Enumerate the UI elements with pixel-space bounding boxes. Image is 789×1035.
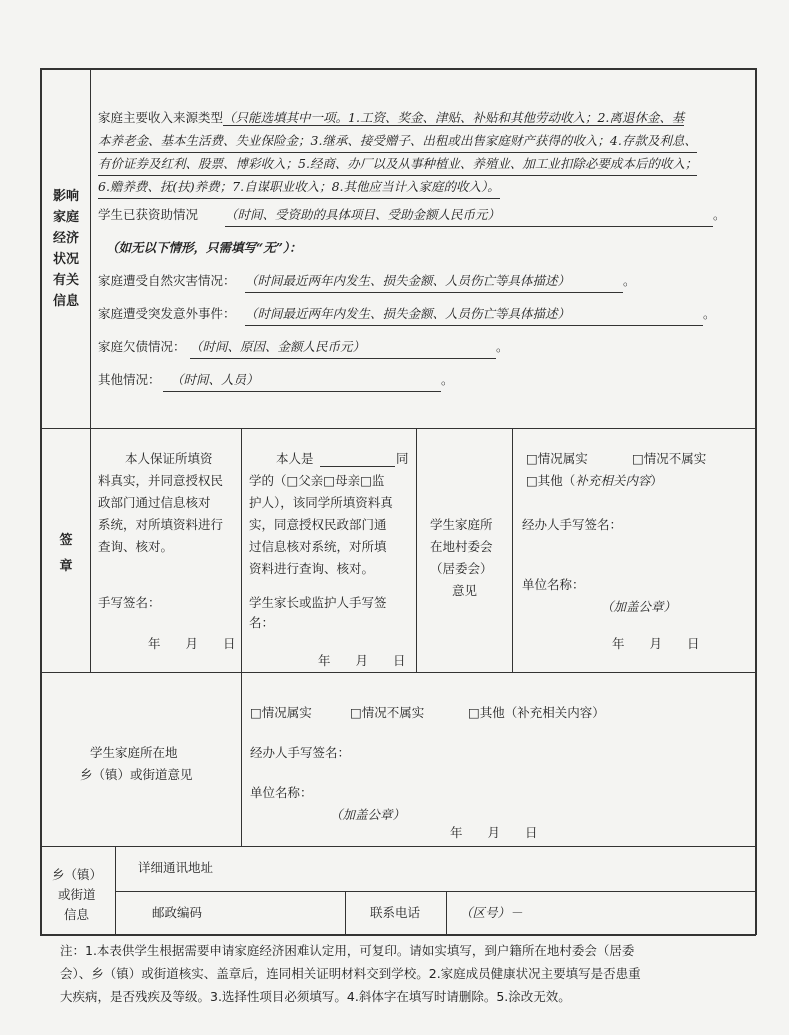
village-committee-label: 学生家庭所 [430,517,493,532]
section2-side-label: 签 章 [59,533,73,574]
guardian-pledge-line: 资料进行查询、核对。 [249,561,375,576]
debt-period: 。 [496,339,509,354]
other-input[interactable]: （时间、人员） [163,369,441,392]
village-committee-label: 意见 [452,583,478,598]
village-opt-false-checkbox[interactable]: □情况不属实 [632,451,707,466]
guardian-pledge-line: 实，同意授权民政部门通 [249,517,387,532]
guardian-relation-checkboxes[interactable]: 学的（□父亲□母亲□监 [249,473,385,488]
aid-input[interactable]: （时间、受资助的具体项目、受助金额人民币元） [225,204,713,227]
township-officer-signature-field[interactable]: 经办人手写签名： [250,745,351,760]
village-committee-label: （居委会） [430,561,493,576]
footnote-line: 会）、乡（镇）或街道核实、盖章后，连同相关证明材料交到学校。2.家庭成员健康状况主要填写是否患重 [60,966,641,981]
accident-label: 家庭遭受突发意外事件： [98,306,236,321]
guardian-sign-date[interactable]: 年 月 日 [318,653,406,668]
section1-side-label: 影响 家庭 经济 状况 有关 信息 [52,189,79,309]
none-note: （如无以下情形，只需填写“无”）： [106,240,302,255]
township-seal-hint: （加盖公章） [330,807,406,822]
student-pledge-line: 本人保证所填资 [125,451,213,466]
income-line-4: 6.赡养费、抚(扶)养费；7.自谋职业收入；8.其他应当计入家庭的收入）。 [98,176,500,199]
postcode-input[interactable] [246,895,341,931]
township-label: 乡（镇）或街道意见 [80,767,193,782]
township-opt-false-checkbox[interactable]: □情况不属实 [350,705,425,720]
other-label: 其他情况： [98,372,161,387]
debt-input[interactable]: （时间、原因、金额人民币元） [190,336,496,359]
income-line-2: 本养老金、基本生活费、失业保险金；3.继承、接受赠子、出租或出售家庭财产获得的收入；4.存款及利息、 [98,130,697,153]
income-line-1: 家庭主要收入来源类型（只能选填其中一项。1.工资、奖金、津贴、补贴和其他劳动收入；2.离退休金、基 [98,110,685,125]
student-pledge-line: 政部门通过信息核对 [98,495,211,510]
village-opt-other-checkbox[interactable]: □其他（补充相关内容） [526,473,663,488]
guardian-signature-field-cont: 名： [249,615,275,630]
township-label: 学生家庭所在地 [90,745,178,760]
other-period: 。 [441,372,454,387]
township-info-label: 或街道 [58,887,96,902]
village-opt-true-checkbox[interactable]: □情况属实 [526,451,588,466]
disaster-input[interactable]: （时间最近两年内发生、损失金额、人员伤亡等具体描述） [245,270,623,293]
aid-row: 学生已获资助情况 [98,207,199,222]
debt-label: 家庭欠债情况： [98,339,186,354]
aid-period: 。 [713,207,726,222]
accident-input[interactable]: （时间最近两年内发生、损失金额、人员伤亡等具体描述） [245,303,703,326]
disaster-period: 。 [623,273,636,288]
student-pledge-line: 料真实，并同意授权民 [98,473,224,488]
village-committee-label: 在地村委会 [430,539,493,554]
footnote-line: 大疾病，是否残疾及等级。3.选择性项目必须填写。4.斜体字在填写时请删除。5.涂改无效。 [60,989,571,1004]
student-pledge-line: 查询、核对。 [98,539,174,554]
guardian-pledge-line: 过信息核对系统，对所填 [249,539,387,554]
township-opt-true-checkbox[interactable]: □情况属实 [250,705,312,720]
township-unit-name-field[interactable]: 单位名称： [250,785,313,800]
postcode-label: 邮政编码 [152,905,203,920]
guardian-pledge-line: 本人是 [276,451,314,466]
guardian-pledge-line: 护人），该同学所填资料真 [249,495,393,510]
village-unit-name-field[interactable]: 单位名称： [522,577,585,592]
village-seal-hint: （加盖公章） [601,599,677,614]
township-info-label: 乡（镇） [52,867,103,882]
phone-label: 联系电话 [370,905,421,920]
address-input[interactable] [260,850,750,888]
accident-period: 。 [703,306,716,321]
student-pledge-line: 系统，对所填资料进行 [98,517,224,532]
student-name-blank[interactable] [320,466,395,467]
village-officer-signature-field[interactable]: 经办人手写签名： [522,517,623,532]
guardian-signature-field[interactable]: 学生家长或监护人手写签 [249,595,387,610]
phone-input[interactable]: （区号）－ [460,905,523,920]
footnote-line: 注：1.本表供学生根据需要申请家庭经济困难认定用，可复印。请如实填写，到户籍所在地村委会（居委 [60,943,635,958]
student-signature-field[interactable]: 手写签名： [98,595,161,610]
address-label: 详细通讯地址 [138,860,214,875]
student-sign-date[interactable]: 年 月 日 [148,636,236,651]
township-opt-other-checkbox[interactable]: □其他（补充相关内容） [468,705,605,720]
income-line-3: 有价证券及红利、股票、博彩收入；5.经商、办厂以及从事种植业、养殖业、加工业扣除必要成本后的收入； [98,153,697,176]
village-sign-date[interactable]: 年 月 日 [612,636,700,651]
township-info-label: 信息 [64,907,90,922]
disaster-label: 家庭遭受自然灾害情况： [98,273,236,288]
guardian-pledge-line: 同 [396,451,409,466]
township-sign-date[interactable]: 年 月 日 [450,825,538,840]
